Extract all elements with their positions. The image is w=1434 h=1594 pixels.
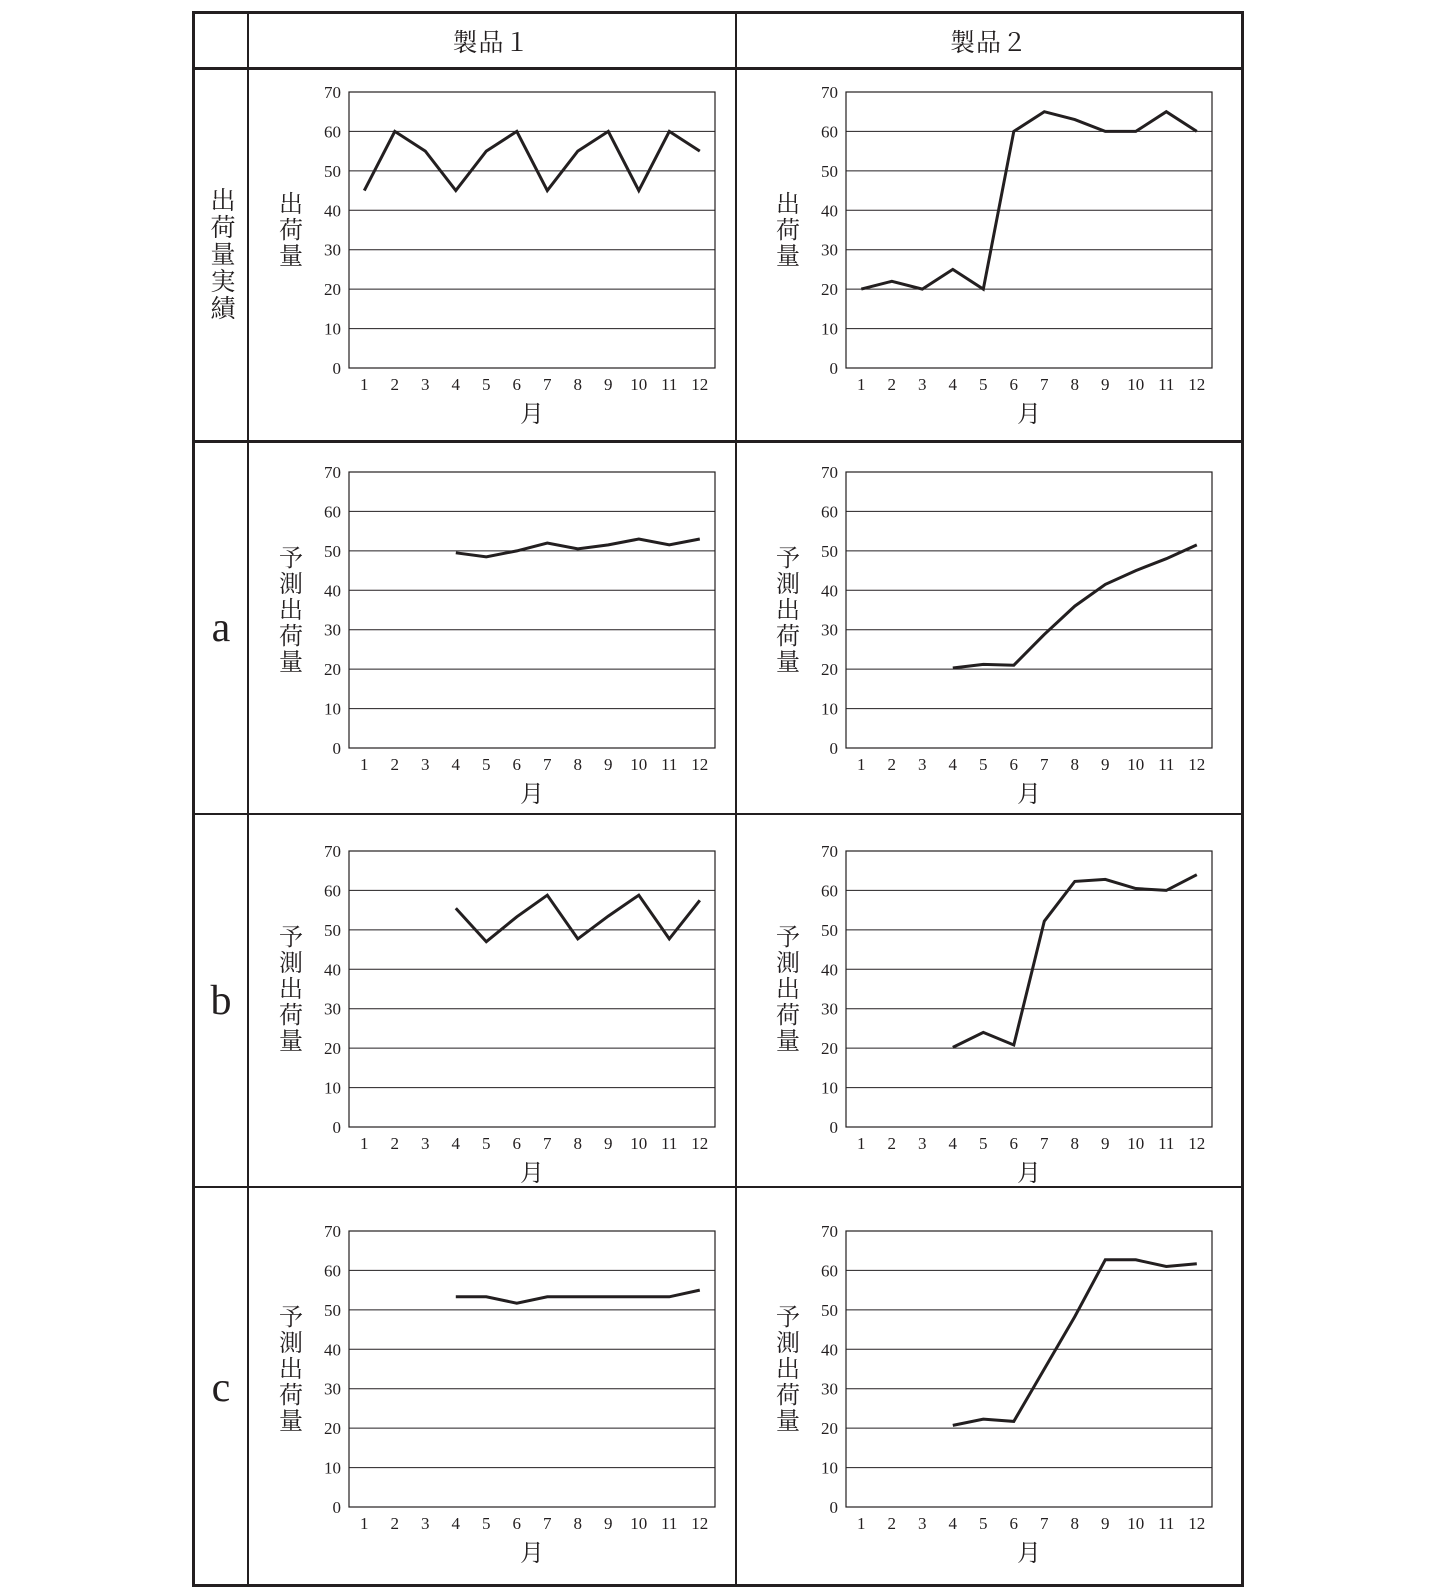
y-axis-label-char: 出 xyxy=(776,191,800,218)
x-tick-label: 11 xyxy=(1158,1514,1175,1533)
x-tick-label: 4 xyxy=(948,1134,957,1153)
y-axis-label-char: 荷 xyxy=(279,1002,303,1029)
x-tick-label: 8 xyxy=(1070,1134,1079,1153)
y-axis-label xyxy=(279,546,303,676)
series-line xyxy=(953,875,1197,1048)
x-tick-label: 4 xyxy=(451,755,460,774)
x-axis-label: 月 xyxy=(1017,1541,1041,1567)
x-tick-label: 4 xyxy=(451,1134,460,1153)
x-tick-label: 6 xyxy=(512,755,521,774)
x-tick-label: 4 xyxy=(451,1514,460,1533)
row-header-c: c xyxy=(211,1364,231,1411)
x-axis-label: 月 xyxy=(1017,402,1041,428)
x-tick-label: 9 xyxy=(1101,1134,1110,1153)
chart-4-2 xyxy=(776,1222,1212,1567)
y-axis-label-char: 出 xyxy=(279,597,303,624)
y-axis-label-char: 出 xyxy=(279,191,303,218)
x-tick-label: 7 xyxy=(543,755,552,774)
x-tick-label: 8 xyxy=(1070,1514,1079,1533)
y-tick-label: 10 xyxy=(821,319,838,339)
y-tick-label: 0 xyxy=(332,739,341,758)
y-axis-label-char: 予 xyxy=(279,924,303,951)
chart-3-2 xyxy=(776,842,1212,1187)
y-tick-label: 20 xyxy=(821,1039,838,1059)
y-axis-label-char: 出 xyxy=(279,1356,303,1383)
x-tick-label: 1 xyxy=(857,755,866,774)
x-tick-label: 8 xyxy=(1070,755,1079,774)
y-tick-label: 40 xyxy=(324,581,341,601)
x-tick-label: 12 xyxy=(691,375,709,394)
y-axis-label xyxy=(776,925,800,1055)
y-axis-label-char: 測 xyxy=(776,571,800,598)
x-tick-label: 5 xyxy=(482,755,491,774)
x-tick-label: 8 xyxy=(573,1134,582,1153)
x-tick-label: 9 xyxy=(604,1514,613,1533)
plot-frame xyxy=(846,1231,1212,1507)
y-tick-label: 40 xyxy=(821,201,838,221)
y-tick-label: 30 xyxy=(324,620,341,640)
x-tick-label: 10 xyxy=(630,1134,648,1153)
x-tick-label: 12 xyxy=(1188,1134,1206,1153)
y-tick-label: 70 xyxy=(324,842,341,861)
y-tick-label: 40 xyxy=(821,960,838,980)
x-tick-label: 9 xyxy=(1101,755,1110,774)
x-tick-label: 10 xyxy=(1127,1514,1145,1533)
series-line xyxy=(953,1260,1197,1426)
series-line xyxy=(953,545,1197,668)
x-tick-label: 10 xyxy=(630,1514,648,1533)
plot-frame xyxy=(349,92,715,368)
y-axis-label-char: 荷 xyxy=(776,1002,800,1029)
x-tick-label: 7 xyxy=(1040,1134,1049,1153)
x-tick-label: 12 xyxy=(691,1134,709,1153)
row-header-actual: 出荷量実績 xyxy=(207,187,236,322)
x-tick-label: 7 xyxy=(543,375,552,394)
y-tick-label: 60 xyxy=(821,1261,838,1281)
y-tick-label: 60 xyxy=(324,502,341,522)
y-tick-label: 30 xyxy=(324,999,341,1019)
x-tick-label: 5 xyxy=(979,755,988,774)
x-tick-label: 8 xyxy=(1070,375,1079,394)
x-tick-label: 5 xyxy=(979,1134,988,1153)
y-tick-label: 60 xyxy=(821,502,838,522)
y-axis-label-char: 出 xyxy=(776,597,800,624)
x-tick-label: 12 xyxy=(691,1514,709,1533)
x-tick-label: 9 xyxy=(604,375,613,394)
x-tick-label: 10 xyxy=(1127,755,1145,774)
y-tick-label: 60 xyxy=(821,881,838,901)
y-axis-label-char: 量 xyxy=(279,1028,303,1055)
x-axis-label: 月 xyxy=(520,782,544,808)
y-tick-label: 40 xyxy=(324,201,341,221)
x-tick-label: 7 xyxy=(1040,375,1049,394)
x-tick-label: 7 xyxy=(543,1514,552,1533)
y-axis-label-char: 測 xyxy=(776,1330,800,1357)
x-tick-label: 6 xyxy=(1009,755,1018,774)
y-tick-label: 0 xyxy=(332,1118,341,1137)
x-tick-label: 1 xyxy=(360,1514,369,1533)
y-tick-label: 20 xyxy=(821,1419,838,1439)
x-tick-label: 2 xyxy=(390,755,399,774)
y-tick-label: 60 xyxy=(821,122,838,142)
y-tick-label: 40 xyxy=(821,1340,838,1360)
y-axis-label-char: 測 xyxy=(279,571,303,598)
x-tick-label: 6 xyxy=(512,1134,521,1153)
x-tick-label: 2 xyxy=(390,375,399,394)
y-axis-label-char: 荷 xyxy=(776,623,800,650)
y-tick-label: 70 xyxy=(821,463,838,482)
x-tick-label: 5 xyxy=(482,1514,491,1533)
y-tick-label: 50 xyxy=(324,1300,341,1320)
x-tick-label: 2 xyxy=(887,755,896,774)
y-tick-label: 20 xyxy=(324,1039,341,1059)
x-tick-label: 9 xyxy=(1101,375,1110,394)
x-tick-label: 11 xyxy=(661,375,678,394)
y-tick-label: 50 xyxy=(821,1300,838,1320)
x-tick-label: 12 xyxy=(1188,1514,1206,1533)
y-tick-label: 0 xyxy=(829,739,838,758)
chart-1-1 xyxy=(279,83,715,428)
y-axis-label-char: 荷 xyxy=(776,1382,800,1409)
y-axis-label xyxy=(279,925,303,1055)
series-line xyxy=(861,112,1197,289)
x-tick-label: 4 xyxy=(451,375,460,394)
y-axis-label-char: 測 xyxy=(279,950,303,977)
x-tick-label: 1 xyxy=(857,375,866,394)
y-tick-label: 50 xyxy=(324,161,341,181)
x-tick-label: 11 xyxy=(661,1134,678,1153)
y-axis-label-char: 量 xyxy=(776,1028,800,1055)
y-tick-label: 20 xyxy=(324,1419,341,1439)
y-axis-label-char: 出 xyxy=(279,976,303,1003)
column-header-product-2: 製品２ xyxy=(949,27,1028,57)
y-tick-label: 10 xyxy=(324,1458,341,1478)
x-tick-label: 11 xyxy=(1158,1134,1175,1153)
x-tick-label: 4 xyxy=(948,375,957,394)
y-tick-label: 40 xyxy=(821,581,838,601)
y-axis-label xyxy=(776,546,800,676)
series-line xyxy=(456,539,700,557)
y-tick-label: 10 xyxy=(821,1078,838,1098)
x-tick-label: 3 xyxy=(918,1134,927,1153)
y-tick-label: 30 xyxy=(821,1379,838,1399)
y-tick-label: 10 xyxy=(324,1078,341,1098)
x-tick-label: 10 xyxy=(1127,375,1145,394)
x-tick-label: 9 xyxy=(604,1134,613,1153)
y-tick-label: 60 xyxy=(324,1261,341,1281)
x-tick-label: 8 xyxy=(573,755,582,774)
x-tick-label: 1 xyxy=(857,1134,866,1153)
y-axis-label-char: 予 xyxy=(776,545,800,572)
row-header-a: a xyxy=(211,605,231,651)
y-tick-label: 70 xyxy=(821,83,838,102)
y-tick-label: 50 xyxy=(324,541,341,561)
x-tick-label: 7 xyxy=(543,1134,552,1153)
y-tick-label: 20 xyxy=(821,280,838,300)
x-tick-label: 10 xyxy=(630,375,648,394)
chart-2-1 xyxy=(279,463,715,808)
y-tick-label: 30 xyxy=(821,240,838,260)
x-tick-label: 4 xyxy=(948,755,957,774)
x-tick-label: 11 xyxy=(1158,375,1175,394)
y-tick-label: 10 xyxy=(324,699,341,719)
y-axis-label-char: 測 xyxy=(279,1330,303,1357)
x-tick-label: 12 xyxy=(1188,755,1206,774)
y-tick-label: 50 xyxy=(324,920,341,940)
plot-frame xyxy=(349,1231,715,1507)
y-axis-label-char: 予 xyxy=(279,545,303,572)
x-tick-label: 1 xyxy=(360,1134,369,1153)
plot-frame xyxy=(349,472,715,748)
x-tick-label: 2 xyxy=(390,1134,399,1153)
chart-4-1 xyxy=(279,1222,715,1567)
y-tick-label: 40 xyxy=(324,1340,341,1360)
y-tick-label: 50 xyxy=(821,920,838,940)
y-tick-label: 50 xyxy=(821,541,838,561)
plot-frame xyxy=(349,851,715,1127)
y-axis-label-char: 量 xyxy=(279,1408,303,1435)
x-tick-label: 5 xyxy=(979,1514,988,1533)
y-tick-label: 30 xyxy=(324,1379,341,1399)
x-tick-label: 9 xyxy=(604,755,613,774)
x-tick-label: 3 xyxy=(918,375,927,394)
column-header-product-1: 製品１ xyxy=(452,27,531,57)
x-tick-label: 8 xyxy=(573,1514,582,1533)
x-tick-label: 3 xyxy=(421,375,430,394)
x-tick-label: 3 xyxy=(421,755,430,774)
y-axis-label-char: 予 xyxy=(776,1304,800,1331)
y-tick-label: 70 xyxy=(324,1222,341,1241)
y-axis-label xyxy=(279,1305,303,1435)
x-tick-label: 7 xyxy=(1040,1514,1049,1533)
x-tick-label: 8 xyxy=(573,375,582,394)
x-axis-label: 月 xyxy=(1017,1161,1041,1187)
y-tick-label: 70 xyxy=(821,1222,838,1241)
x-tick-label: 10 xyxy=(1127,1134,1145,1153)
chart-3-1 xyxy=(279,842,715,1187)
y-axis-label-char: 量 xyxy=(279,649,303,676)
y-tick-label: 30 xyxy=(324,240,341,260)
x-tick-label: 2 xyxy=(887,375,896,394)
y-tick-label: 0 xyxy=(332,1498,341,1517)
y-axis-label xyxy=(279,191,303,270)
y-tick-label: 60 xyxy=(324,881,341,901)
y-tick-label: 30 xyxy=(821,999,838,1019)
x-tick-label: 1 xyxy=(360,375,369,394)
row-header-b: b xyxy=(210,977,232,1024)
y-tick-label: 20 xyxy=(324,280,341,300)
plot-frame xyxy=(846,92,1212,368)
x-tick-label: 6 xyxy=(1009,1514,1018,1533)
x-tick-label: 11 xyxy=(661,1514,678,1533)
y-tick-label: 0 xyxy=(829,359,838,378)
x-tick-label: 9 xyxy=(1101,1514,1110,1533)
y-tick-label: 10 xyxy=(324,319,341,339)
series-line xyxy=(364,131,700,190)
x-tick-label: 6 xyxy=(1009,375,1018,394)
y-axis-label xyxy=(776,1305,800,1435)
x-tick-label: 2 xyxy=(887,1134,896,1153)
y-tick-label: 0 xyxy=(829,1118,838,1137)
x-tick-label: 3 xyxy=(918,755,927,774)
y-tick-label: 70 xyxy=(324,463,341,482)
y-tick-label: 0 xyxy=(829,1498,838,1517)
x-tick-label: 7 xyxy=(1040,755,1049,774)
x-tick-label: 11 xyxy=(661,755,678,774)
y-tick-label: 70 xyxy=(821,842,838,861)
x-tick-label: 3 xyxy=(421,1514,430,1533)
x-tick-label: 1 xyxy=(857,1514,866,1533)
x-tick-label: 1 xyxy=(360,755,369,774)
y-tick-label: 20 xyxy=(324,660,341,680)
y-tick-label: 10 xyxy=(821,699,838,719)
series-line xyxy=(456,895,700,942)
y-tick-label: 60 xyxy=(324,122,341,142)
plot-frame xyxy=(846,472,1212,748)
y-axis-label-char: 測 xyxy=(776,950,800,977)
x-axis-label: 月 xyxy=(1017,782,1041,808)
y-axis-label-char: 予 xyxy=(776,924,800,951)
series-line xyxy=(456,1290,700,1303)
x-tick-label: 2 xyxy=(887,1514,896,1533)
x-axis-label: 月 xyxy=(520,402,544,428)
y-tick-label: 40 xyxy=(324,960,341,980)
x-tick-label: 6 xyxy=(1009,1134,1018,1153)
y-axis-label-char: 量 xyxy=(776,243,800,270)
x-tick-label: 6 xyxy=(512,375,521,394)
x-axis-label: 月 xyxy=(520,1161,544,1187)
y-tick-label: 10 xyxy=(821,1458,838,1478)
x-tick-label: 6 xyxy=(512,1514,521,1533)
x-tick-label: 5 xyxy=(482,1134,491,1153)
y-tick-label: 50 xyxy=(821,161,838,181)
y-tick-label: 0 xyxy=(332,359,341,378)
y-axis-label-char: 量 xyxy=(776,649,800,676)
y-tick-label: 70 xyxy=(324,83,341,102)
x-tick-label: 2 xyxy=(390,1514,399,1533)
x-tick-label: 11 xyxy=(1158,755,1175,774)
x-tick-label: 3 xyxy=(918,1514,927,1533)
y-axis-label-char: 荷 xyxy=(279,623,303,650)
y-tick-label: 20 xyxy=(821,660,838,680)
y-axis-label-char: 荷 xyxy=(279,217,303,244)
x-tick-label: 4 xyxy=(948,1514,957,1533)
x-tick-label: 10 xyxy=(630,755,648,774)
y-axis-label-char: 予 xyxy=(279,1304,303,1331)
y-axis-label xyxy=(776,191,800,270)
chart-1-2 xyxy=(776,83,1212,428)
y-axis-label-char: 荷 xyxy=(776,217,800,244)
y-axis-label-char: 出 xyxy=(776,976,800,1003)
y-axis-label-char: 荷 xyxy=(279,1382,303,1409)
x-tick-label: 12 xyxy=(691,755,709,774)
x-tick-label: 5 xyxy=(482,375,491,394)
x-tick-label: 5 xyxy=(979,375,988,394)
y-axis-label-char: 量 xyxy=(776,1408,800,1435)
chart-2-2 xyxy=(776,463,1212,808)
x-tick-label: 3 xyxy=(421,1134,430,1153)
y-axis-label-char: 出 xyxy=(776,1356,800,1383)
x-axis-label: 月 xyxy=(520,1541,544,1567)
y-axis-label-char: 量 xyxy=(279,243,303,270)
x-tick-label: 12 xyxy=(1188,375,1206,394)
y-tick-label: 30 xyxy=(821,620,838,640)
